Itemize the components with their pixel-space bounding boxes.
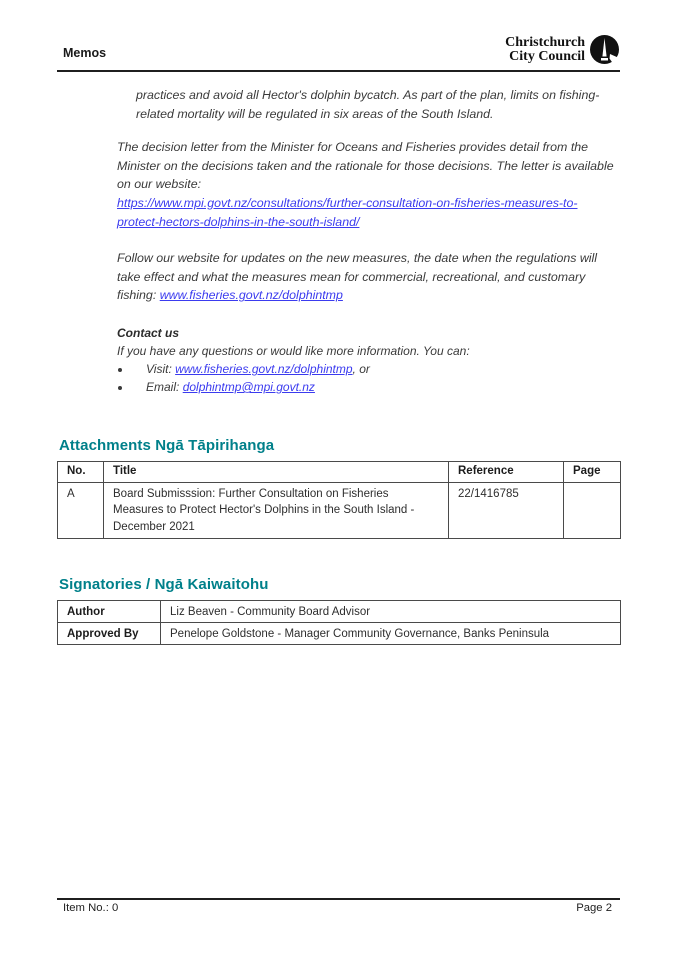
attachments-header-row bbox=[58, 462, 621, 483]
paragraph-follow-website bbox=[117, 249, 617, 305]
mpi-consultation-link[interactable]: https://www.mpi.govt.nz/consultations/further-consultation-on-fisheries-measures-to-protect-hectors-dolphins-in-the-south-island/ bbox=[117, 196, 578, 229]
item-number: Item No.: 0 bbox=[63, 902, 119, 914]
council-logo bbox=[505, 34, 620, 65]
attachments-heading: Attachments Ngā Tāpirihanga bbox=[59, 437, 275, 455]
email-link[interactable]: dolphintmp@mpi.govt.nz bbox=[182, 380, 315, 395]
attachments-section bbox=[57, 437, 620, 539]
signatories-table bbox=[57, 600, 621, 645]
col-header-title: Title bbox=[104, 462, 449, 483]
memo-body bbox=[117, 86, 617, 396]
attachment-row bbox=[58, 483, 621, 539]
col-header-page: Page bbox=[564, 462, 621, 483]
follow-website-text: Follow our website for updates on the new measures, the date when the regulations will take effect and what the measures mean for commercial, recreational, and customary fishing: bbox=[117, 251, 598, 303]
contact-option-email bbox=[132, 378, 617, 396]
logo-line1: Christchurch bbox=[505, 34, 585, 50]
email-prefix: Email: bbox=[146, 380, 183, 395]
council-logo-text bbox=[505, 36, 585, 64]
signatories-heading: Signatories / Ngā Kaiwaitohu bbox=[59, 576, 269, 594]
approved-by-label: Approved By bbox=[58, 623, 161, 645]
header-divider bbox=[57, 70, 620, 72]
page-title: Memos bbox=[63, 46, 107, 60]
attachment-no: A bbox=[58, 483, 104, 539]
fisheries-dolphintmp-link[interactable]: www.fisheries.govt.nz/dolphintmp bbox=[159, 288, 343, 303]
col-header-no: No. bbox=[58, 462, 104, 483]
page-number: Page 2 bbox=[576, 902, 612, 914]
page-header bbox=[0, 0, 675, 65]
attachment-page bbox=[564, 483, 621, 539]
contact-us-heading: Contact us bbox=[117, 326, 180, 341]
page-footer bbox=[57, 898, 620, 914]
decision-letter-text: The decision letter from the Minister for Oceans and Fisheries provides detail from the Minister on the decisions taken and the rationale for those decisions. The letter is available on our website: bbox=[117, 140, 614, 192]
attachment-title: Board Submisssion: Further Consultation on Fisheries Measures to Protect Hector's Dolphins in the South Island - December 2021 bbox=[104, 483, 449, 539]
visit-suffix: , or bbox=[352, 362, 370, 377]
logo-line2: City Council bbox=[509, 48, 585, 64]
signatory-row-author bbox=[58, 601, 621, 623]
contact-option-visit bbox=[132, 360, 617, 378]
contact-us-section bbox=[117, 324, 617, 396]
signatory-row-approved-by bbox=[58, 623, 621, 645]
paragraph-decision-letter bbox=[117, 138, 617, 231]
col-header-reference: Reference bbox=[449, 462, 564, 483]
contact-options-list bbox=[117, 360, 617, 396]
approved-by-value: Penelope Goldstone - Manager Community Governance, Banks Peninsula bbox=[161, 623, 621, 645]
author-value: Liz Beaven - Community Board Advisor bbox=[161, 601, 621, 623]
attachments-table bbox=[57, 461, 621, 539]
christchurch-council-icon bbox=[589, 34, 620, 65]
signatories-section bbox=[57, 576, 620, 645]
attachment-reference: 22/1416785 bbox=[449, 483, 564, 539]
author-label: Author bbox=[58, 601, 161, 623]
visit-link[interactable]: www.fisheries.govt.nz/dolphintmp bbox=[175, 362, 353, 377]
visit-prefix: Visit: bbox=[146, 362, 176, 377]
paragraph-continuation: practices and avoid all Hector's dolphin bycatch. As part of the plan, limits on fishing-related mortality will be regulated in six areas of the South Island. bbox=[136, 88, 600, 121]
contact-us-intro: If you have any questions or would like more information. You can: bbox=[117, 344, 470, 359]
